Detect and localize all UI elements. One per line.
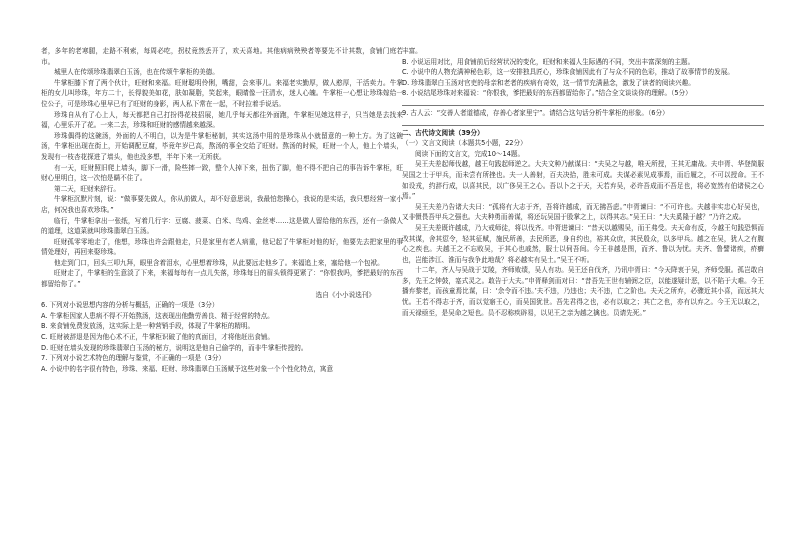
classical-passage-paragraph: 十二年，齐人与吴战于艾陵，齐师败绩，吴人有功。吴王还自伐齐，乃讯申胥曰：“今天降衷于吴，齐师受服。孤岂敢自多，先王之钟鼓，寔式灵之。敢告于大夫。”申胥释剑而对曰：“昔吾先王世有辅弼之臣，以能遂疑计恶，以不陷于大难。今王播弃黎老，而孩童焉比谋，曰：‘余令而不违。’夫不违，乃违也；夫不违，亡之阶也。夫天之所弃，必骤近其小喜，而远其大忧。王若不得志于齐，而以觉寤王心，而吴国犹世。吾先君得之也，必有以取之；其亡之也，亦有以弃之。今王无以取之，而天禄亟至，是吴命之短也。员不忍称疾辟易，以见王之亲为越之擒也。员请先死。” [402,266,764,317]
story-paragraph: 他走到门口，回头三叩九拜，眼里含着泪水，心里想着珍珠，从此要远走他乡了。来福追上来，塞给他一个包袱。 [54,258,384,267]
story-source: 选自《小小说选刊》 [315,290,375,299]
story-paragraph: 第二天，旺财来辞行。 [54,184,120,193]
question-8: 8. 小说结尾珍珠对来福说：“你恨我，爹把最好的东西都留给你了。”结合全文谈谈你的理解。（5分） [402,89,692,98]
subsection-title: （一）文言文阅读（本题共5小题，22分） [402,139,527,148]
classical-passage-paragraph: 吴王夫差起师伐越，越王句践起师逆之。大夫文种乃献谋曰：“夫吴之与越，唯天所授，王其无庸战。夫申胥、华登简服吴国之士于甲兵，而未尝有所挫也。夫一人善射，百夫决拾，胜未可成。夫谋必素见成事焉，而后履之，不可以授命。王不如设戎，约辞行成，以喜其民，以广侈吴王之心。吾以卜之于天，天若弃吴，必许吾成而不吾足也，将必宽然有伯诸侯之心焉。” [402,160,764,201]
story-paragraph: 牛掌柜沉默片刻，说：“做事要先做人，你从前做人，却不好意思说，我最怕您操心，我说的是实话，我只想经营一家小店，何况我也喜欢珍珠。” [41,195,403,214]
story-paragraph: 者，多年的老寒腿，走路不利索，每周必吃，拐杖竟然丢开了，欢天喜地。其他病病殃殃者等要先不计其数，食铺门庭若市。 [41,47,403,66]
question-7-option-b: B. 小说运用对比，用食铺前后经营状况的变化，旺财和来福人生际遇的不同，突出丰富深刻的主题。 [402,57,695,66]
story-paragraph: 城里人在传颂珍珠翡翠白玉汤，也在传颂牛掌柜的美德。 [54,68,219,77]
question-7-option-a-continued: 丰富。 [402,47,422,55]
story-paragraph: 旺财走了，牛掌柜的生意淡了下来，来福每每有一点儿失落，珍珠每日的眉头锁得更紧了：“你恨我吗，爹把最好的东西都留给你了。” [41,269,403,289]
question-6-option-a: A. 牛掌柜因家人患病不得不开始熬汤，这表现出他勤劳善良、精于经营的特点。 [41,311,274,320]
story-paragraph: 临行，牛掌柜拿出一张纸，写着几行字：豆腐、菠菜、白米、鸟鸡、金丝枣……这是做人留给他的东西，还有一条做人的道理，这道菜就叫珍珠翡翠白玉汤。 [41,216,403,236]
question-7-option-a: A. 小说中的名字很有特色，珍珠、来福、旺财、珍珠翡翠白玉汤赋予这些对象一个个性化特点，寓意 [41,364,334,373]
story-paragraph: 有一天，旺财照旧爬上墙头，脚下一滑，险些摔一跤，整个人掉下来，扭伤了脚，他不得不把自己的事告诉牛掌柜，旺财心里明白，这一次怕是瞒不住了。 [41,163,403,183]
divider [402,105,764,106]
question-6-option-c: C. 旺财被辞退是因为他心术不正，牛掌柜识破了他的真面目，才将他赶出食铺。 [41,333,274,342]
question-6-stem: 6. 下列对小说思想内容的分析与概括，正确的一项是（3分） [41,301,219,310]
left-column [41,46,403,374]
reading-instruction: 阅读下面的文言文，完成10～14题。 [415,149,525,158]
spacer [402,119,764,123]
question-9: 9. 古人云：“交善人者道德成，存善心者家里宁”。请结合这句话分析牛掌柜的形象。（6分） [402,108,669,117]
question-7-option-c: C. 小说中的人物充满神秘色彩，这一安排独具匠心，珍珠食铺因此有了与众不同的色彩，推动了故事情节的发展。 [402,68,734,77]
story-paragraph: 牛掌柜膝下育了两个伙计，旺财和来福。旺财聪明伶俐，嘴甜，会来事儿。来福老实勤厚，做人憨厚，干活卖力。牛掌柜的女儿叫珍珠，年方二十，长得貌美如花，肤如凝脂，笑起来，眼睛像一汪清水，迷人心魄。牛掌柜一心想让珍珠嫁给一位公子，可是珍珠心里早已有了旺财的身影，两人私下常在一起，不时拉着手说话。 [41,78,403,108]
question-7-option-d: D. 珍珠翡翠白玉汤对官吏的母亲和老者的疾病有奇效，这一情节充满悬念，激发了读者的阅读兴趣。 [402,78,695,87]
section-title: 二、古代诗文阅读（39分） [402,128,484,137]
classical-passage-paragraph: 吴王夫差乃告诸大夫曰：“孤将有大志于齐，吾将许越成，而无拂吾虑。”申胥谏曰：“不可许也。夫越非实忠心好吴也，又非慑畏吾甲兵之强也。大夫种勇而善谋，将还玩吴国于股掌之上，以得其志。”吴王曰：“大夫奚隆于越？”乃许之成。 [402,202,764,222]
question-7-stem: 7. 下列对小说艺术特色的理解与鉴赏，不正确的一项是（3分） [41,354,226,363]
question-6-option-b: B. 来食铺免费发放汤，这实际上是一种营销手段，体现了牛掌柜的精明。 [41,322,255,331]
story-paragraph: 珍珠自从有了心上人，每天都把自己打扮得花枝招展，她几乎每天都往外面跑，牛掌柜见她这样子，只当她是去找来福，心里乐开了花。一来二去，珍珠和旺财的感情越来越深。 [41,110,403,130]
story-paragraph: 珍珠偶得的这碗汤，外面的人不明白，以为是牛掌柜秘制，其实这汤中用的是珍珠从小就留意的一种土方。为了这碗汤，牛掌柜出现在街上，开始调配豆腐，毕竟年岁已高，熬汤的事全交给了旺财。熬汤的时候，旺财一个人，他上个墙头，发现有一枝杏花探进了墙头，他也没多想，半年下来一无所获。 [41,131,403,161]
story-paragraph: 旺财孤零零地走了，他想，珍珠也许会跟他走，只是家里有老人病重，他记起了牛掌柜对他的好，他要先去把家里的事情处理好，再回来娶珍珠。 [41,237,403,257]
right-column [402,46,764,318]
divider [402,125,764,126]
classical-passage-paragraph: 吴王夫差既许越成，乃大戒师徒，将以伐齐。申胥进谏曰：“昔天以越赐吴，而王弗受。夫天命有反，今越王句践恐惧而改其谋，舍其愆令，轻其征赋，施民所善，去民所恶，身自约也，裕其众庶，其民殷众，以多甲兵。越之在吴，犹人之有腹心之疾也。夫越王之不忘败吴，于其心也戚然，服士以伺吾间。今王非越是图，而齐、鲁以为忧。夫齐、鲁譬诸疾，疥癣也，岂能涉江、淮而与我争此地哉？将必越实有吴土。”吴王不听。 [402,223,764,264]
question-6-option-d: D. 旺财在墙头发现的珍珠翡翠白玉汤的秘方，说明这是他自己偷学的，而非牛掌柜传授的。 [41,343,308,352]
spacer [402,99,764,103]
